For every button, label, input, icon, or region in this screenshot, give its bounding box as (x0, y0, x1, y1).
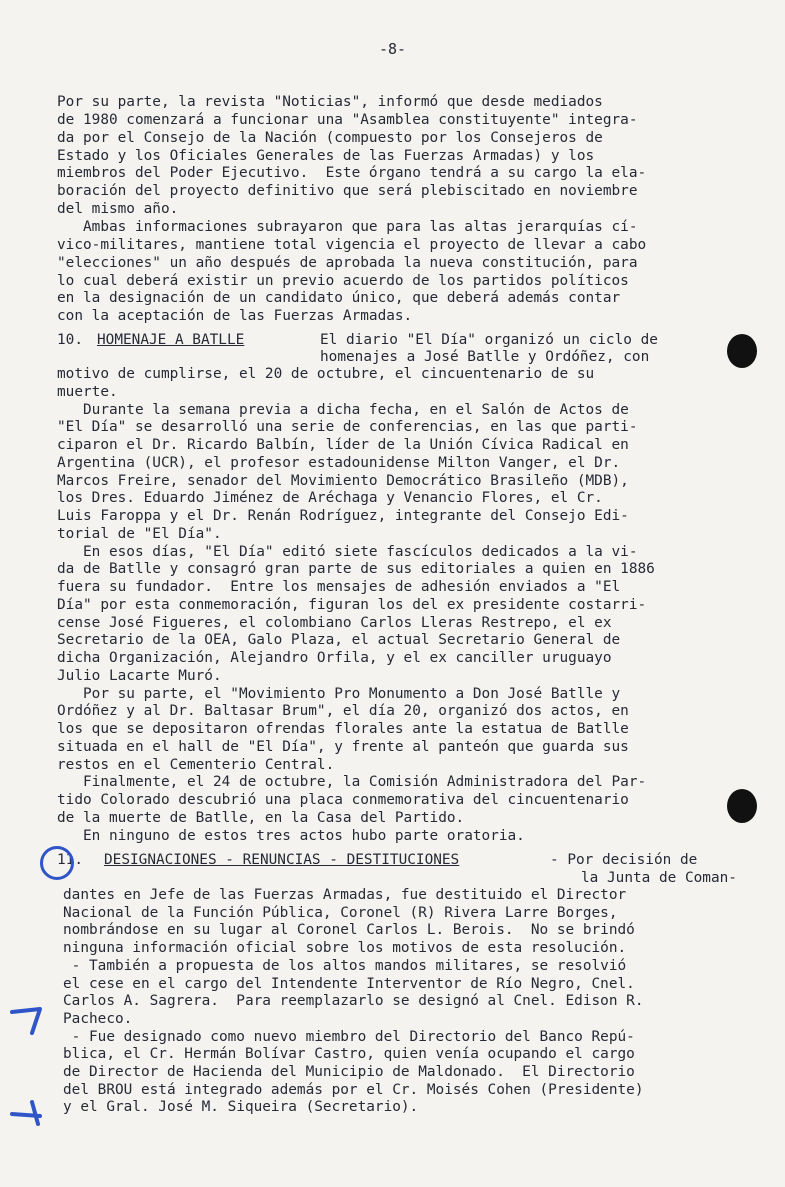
text-line-s10-19: Ordóñez y al Dr. Baltasar Brum", el día 20, organizó dos actos, en (57, 703, 629, 720)
section-11-title: DESIGNACIONES - RENUNCIAS - DESTITUCIONES (104, 852, 460, 868)
text-line-s11-6: Carlos A. Sagrera. Para reemplazarlo se designó al Cnel. Edison R. (63, 993, 644, 1010)
section-11-number: 11. (57, 852, 83, 868)
text-line-p1-10: lo cual deberá existir un previo acuerdo de los partidos políticos (57, 272, 629, 289)
text-line-s11-8: - Fue designado como nuevo miembro del Directorio del Banco Repú- (63, 1028, 635, 1045)
punch-hole-bottom (727, 789, 757, 823)
text-line-s11-10: de Director de Hacienda del Municipio de Maldonado. El Directorio (63, 1064, 635, 1080)
text-line-p1-8: vico-militares, mantiene total vigencia el proyecto de llevar a cabo (57, 236, 647, 253)
punch-hole-top (727, 334, 757, 368)
text-line-p1-3: Estado y los Oficiales Generales de las Fuerzas Armadas) y los (57, 147, 595, 164)
text-line-s10-2: Durante la semana previa a dicha fecha, en el Salón de Actos de (57, 401, 629, 418)
text-line-s10-0: motivo de cumplirse, el 20 de octubre, el cincuentenario de su (57, 366, 595, 382)
text-line-s11-11: del BROU está integrado además por el Cr. Moisés Cohen (Presidente) (63, 1081, 644, 1098)
text-line-s10-18: Por su parte, el "Movimiento Pro Monumento a Don José Batlle y (57, 685, 621, 702)
text-line-s10-21: situada en el hall de "El Día", y frente al panteón que guarda sus (57, 738, 629, 755)
text-line-p1-4: miembros del Poder Ejecutivo. Este órgano tendrá a su cargo la ela- (57, 165, 647, 182)
text-line-s11-3: ninguna información oficial sobre los motivos de esta resolución. (63, 940, 627, 957)
text-line-s10-15: Secretario de la OEA, Galo Plaza, el actual Secretario General de (57, 632, 621, 649)
section-11-lead-1: - Por decisión de (550, 852, 698, 868)
text-line-s10-16: dicha Organización, Alejandro Orfila, y el ex canciller uruguayo (57, 650, 612, 666)
text-line-p1-12: con la aceptación de las Fuerzas Armadas. (57, 308, 413, 325)
text-line-s10-20: los que se depositaron ofrendas florales ante la estatua de Batlle (57, 721, 629, 737)
text-line-s10-10: En esos días, "El Día" editó siete fascículos dedicados a la vi- (57, 543, 638, 560)
text-line-s10-6: Marcos Freire, senador del Movimiento Democrático Brasileño (MDB), (57, 472, 629, 489)
text-line-s10-12: fuera su fundador. Entre los mensajes de adhesión enviados a "El (57, 579, 621, 595)
text-line-s11-7: Pacheco. (63, 1010, 133, 1027)
text-line-s11-12: y el Gral. José M. Siqueira (Secretario). (63, 1099, 419, 1116)
section-10-number: 10. (57, 332, 83, 348)
section-10-title: HOMENAJE A BATLLE (97, 332, 245, 348)
text-line-p1-0: Por su parte, la revista "Noticias", informó que desde mediados (57, 94, 603, 110)
section-11-lead-2: la Junta de Coman- (581, 870, 737, 886)
text-line-p1-5: boración del proyecto definitivo que será plebiscitado en noviembre (57, 183, 638, 200)
text-line-s10-25: de la muerte de Batlle, en la Casa del Partido. (57, 809, 465, 826)
text-line-s11-1: Nacional de la Función Pública, Coronel (R) Rivera Larre Borges, (63, 904, 618, 921)
text-line-s10-7: los Dres. Eduardo Jiménez de Aréchaga y Venancio Flores, el Cr. (57, 490, 603, 507)
text-line-s10-14: cense José Figueres, el colombiano Carlos Lleras Restrepo, el ex (57, 614, 612, 631)
text-line-s10-13: Día" por esta conmemoración, figuran los del ex presidente costarri- (57, 596, 647, 613)
text-line-s11-9: blica, el Cr. Hermán Bolívar Castro, quien venía ocupando el cargo (63, 1046, 635, 1063)
text-line-s10-3: "El Día" se desarrolló una serie de conferencias, en las que parti- (57, 419, 638, 436)
text-line-s10-22: restos en el Cementerio Central. (57, 756, 335, 773)
text-line-s10-4: ciparon el Dr. Ricardo Balbín, líder de la Unión Cívica Radical en (57, 437, 629, 453)
text-line-p1-1: de 1980 comenzará a funcionar una "Asamblea constituyente" integra- (57, 111, 638, 128)
handwritten-bracket-mark (10, 1003, 46, 1035)
text-line-s10-26: En ninguno de estos tres actos hubo parte oratoria. (57, 827, 525, 844)
text-line-s11-5: el cese en el cargo del Intendente Interventor de Río Negro, Cnel. (63, 975, 635, 992)
text-line-p1-11: en la designación de un candidato único, que deberá además contar (57, 290, 621, 307)
text-line-s10-8: Luis Faroppa y el Dr. Renán Rodríguez, integrante del Consejo Edi- (57, 508, 629, 524)
text-line-s10-5: Argentina (UCR), el profesor estadounidense Milton Vanger, el Dr. (57, 454, 621, 471)
text-line-s10-9: torial de "El Día". (57, 525, 222, 542)
text-line-s10-17: Julio Lacarte Muró. (57, 667, 222, 684)
text-line-p1-2: da por el Consejo de la Nación (compuesto por los Consejeros de (57, 129, 603, 146)
text-line-p1-6: del mismo año. (57, 201, 179, 218)
text-line-s11-4: - También a propuesta de los altos mandos militares, se resolvió (63, 957, 627, 974)
text-line-s10-1: muerte. (57, 383, 118, 400)
text-line-p1-9: "elecciones" un año después de aprobada la nueva constitución, para (57, 254, 638, 271)
page-number: -8- (378, 40, 407, 58)
section-10-lead-2: homenajes a José Batlle y Ordóñez, con (320, 349, 650, 365)
handwritten-arrow-mark (10, 1098, 46, 1128)
text-line-s11-2: nombrándose en su lugar al Coronel Carlos L. Berois. No se brindó (63, 922, 635, 939)
text-line-s10-23: Finalmente, el 24 de octubre, la Comisión Administradora del Par- (57, 774, 647, 791)
text-line-s10-24: tido Colorado descubrió una placa conmemorativa del cincuentenario (57, 792, 629, 808)
handwritten-circle-mark (40, 846, 74, 880)
text-line-s11-0: dantes en Jefe de las Fuerzas Armadas, fue destituido el Director (63, 887, 627, 903)
section-10-lead-1: El diario "El Día" organizó un ciclo de (320, 332, 658, 348)
text-line-s10-11: da de Batlle y consagró gran parte de sus editoriales a quien en 1886 (57, 561, 655, 578)
text-line-p1-7: Ambas informaciones subrayaron que para las altas jerarquías cí- (57, 218, 638, 235)
